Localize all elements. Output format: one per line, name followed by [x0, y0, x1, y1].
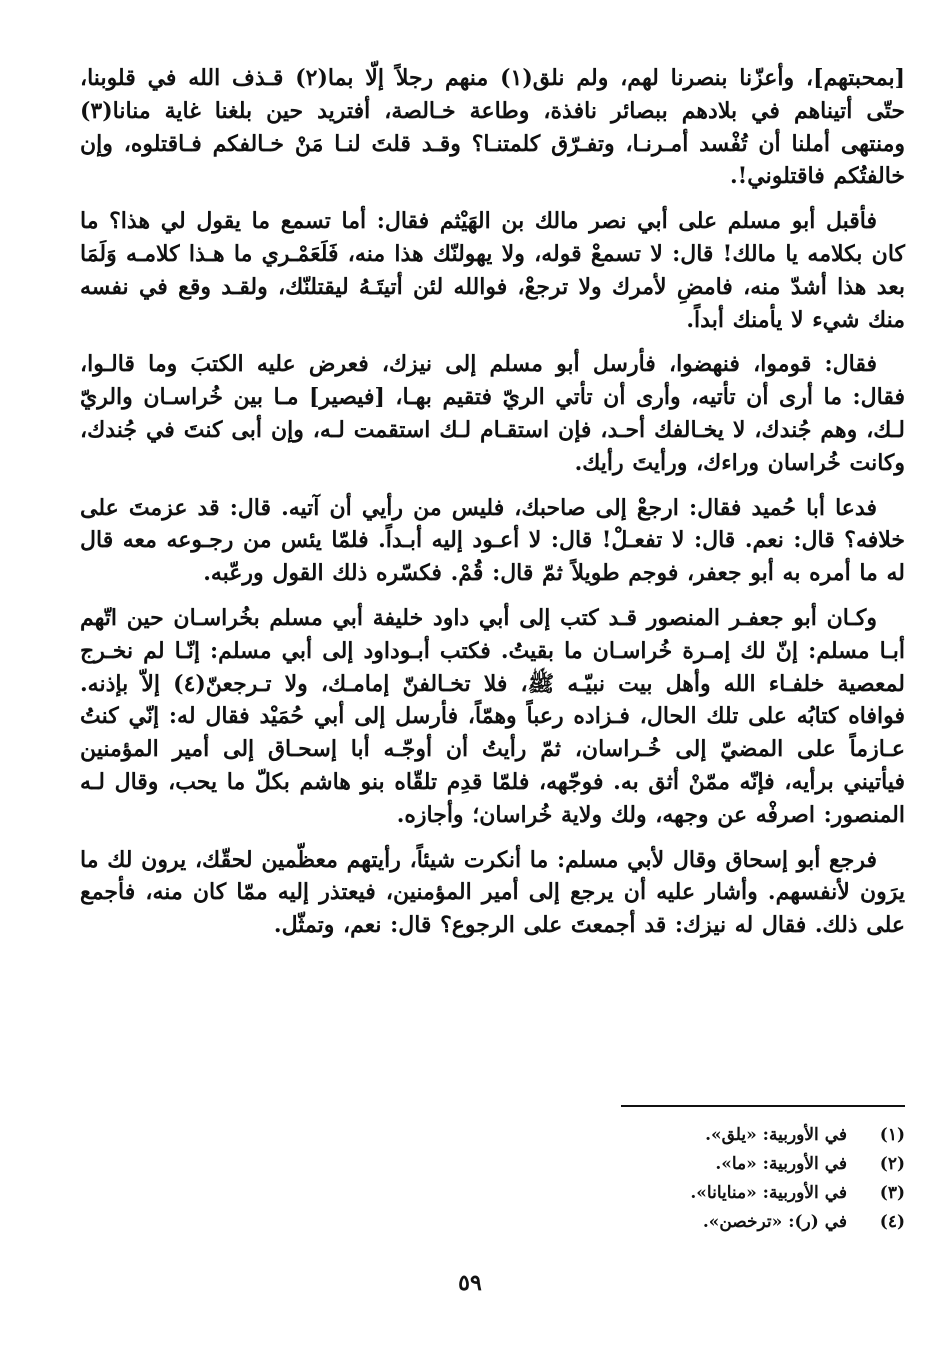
main-text: [80, 62, 905, 954]
footnote-separator: [621, 1105, 905, 1107]
footnote-text: في (ر): «ترخصن».: [702, 1212, 847, 1232]
footnote-3: [560, 1179, 905, 1208]
footnote-text: في الأوربية: «ما».: [715, 1154, 847, 1174]
footnote-number: (٤): [879, 1212, 905, 1232]
footnote-text: في الأوربية: «منايانا».: [690, 1183, 847, 1203]
paragraph-1: [بمحبتهم]، وأعزّنا بنصرنا لهم، ولم نلق(١) منهم رجلاً إلّا بما(٢) قـذف الله في قلوبنا، حتّى أتيناهم في بلادهم ببصائر نافذة، وطاعة خـالصة، أفتريد حين بلغنا غاية منانا(٣) ومنتهى أملنا أن تُفْسد أمـرنـا، وتفـرّق كلمتنـا؟ وقـد قلتَ لنـا مَنْ خـالفكم فـاقتلوه، وإن خالفتُكم فاقتلوني!.: [80, 65, 906, 190]
paragraph-6: فرجع أبو إسحاق وقال لأبي مسلم: ما أنكرت شيئاً، رأيتهم معظّمين لحقّك، يرون لك ما يرَون لأنفسهم. وأشار عليه أن يرجع إلى أمير المؤمنين، فيعتذر إليه ممّا كان منه، فأجمع على ذلك. فقال له نيزك: قد أجمعتَ على الرجوع؟ قال: نعم، وتمثّل.: [80, 846, 905, 939]
footnote-1: [560, 1121, 905, 1150]
paragraph-2: فأقبل أبو مسلم على أبي نصر مالك بن الهَيْثم فقال: أما تسمع ما يقول لي هذا؟ ما كان بكلامه يا مالك! قال: لا تسمعْ قوله، ولا يهولنّك هذا منه، فَلَعَمْـري ما هـذا كلامـه وَلَمَا بعد هذا أشدّ منه، فامضِ لأمرك ولا ترجعْ، فوالله لئن أتيتَـهُ ليقتلنّك، ولقـد وقع في نفسه منك شيء لا يأمنك أبداً.: [80, 208, 905, 333]
paragraph-5: وكـان أبو جعفـر المنصور قـد كتب إلى أبي داود خليفة أبي مسلم بخُراسـان حين اتّهم أبـا مسلم: إنّ لك إمـرة خُراسـان ما بقيتُ. فكتب أبـوداود إلى أبي مسلم: إنّـا لم نخـرج لمعصية خلفـاء الله وأهل بيت نبيّـه ﷺ، فلا تخـالفنّ إمامـك، ولا تـرجعنّ(٤) إلاّ بإذنه. فوافاه كتابُه على تلك الحال، فـزاده رعباً وهمّاً، فأرسل إلى أبي حُمَيْد فقال له: إنّي كنتُ عـازماً على المضيّ إلى خُـراسان، ثمّ رأيتُ أن أوجّـه أبا إسحـاق إلى أمير المؤمنين فيأتيني برأيه، فإنّه ممّنْ أثق به. فوجّهه، فلمّا قدِم تلقّاه بنو هاشم بكلّ ما يحب، وقال لـه المنصور: اصرفْه عن وجهه، ولك ولاية خُراسان؛ وأجازه.: [80, 604, 905, 828]
footnotes: [560, 1121, 905, 1237]
footnote-number: (٢): [879, 1154, 905, 1174]
footnote-number: (٣): [879, 1183, 905, 1203]
paragraph-3: فقال: قوموا، فنهضوا، فأرسل أبو مسلم إلى نيزك، فعرض عليه الكتبَ وما قالـوا، فقال: ما أرى أن تأتيه، وأرى أن تأتي الريّ فتقيم بهـا، [فيصير] مـا بين خُراسـان والريّ لـك، وهم جُندك، لا يخـالفك أحـد، فإن استقـام لـك استقمت لـه، وإن أبى كنتَ في جُندك، وكانت خُراسان وراءك، ورأيتَ رأيك.: [80, 351, 905, 476]
footnote-2: [560, 1150, 905, 1179]
footnote-4: [560, 1208, 905, 1237]
page-number: ٥٩: [458, 1270, 482, 1296]
footnote-number: (١): [879, 1125, 905, 1145]
paragraph-4: فدعا أبا حُميد فقال: ارجعْ إلى صاحبك، فليس من رأيي أن آتيه. قال: قد عزمتَ على خلافه؟ قال: نعم. قال: لا تفعـلْ! قال: لا أعـود إليه أبـداً. فلمّا يئس من رجـوعه معه قال له ما أمره به أبو جعفر، فوجم طويلاً ثمّ قال: قُمْ. فكسّره ذلك القول ورعّبه.: [80, 494, 905, 587]
footnote-text: في الأوربية: «يلق».: [705, 1125, 847, 1145]
